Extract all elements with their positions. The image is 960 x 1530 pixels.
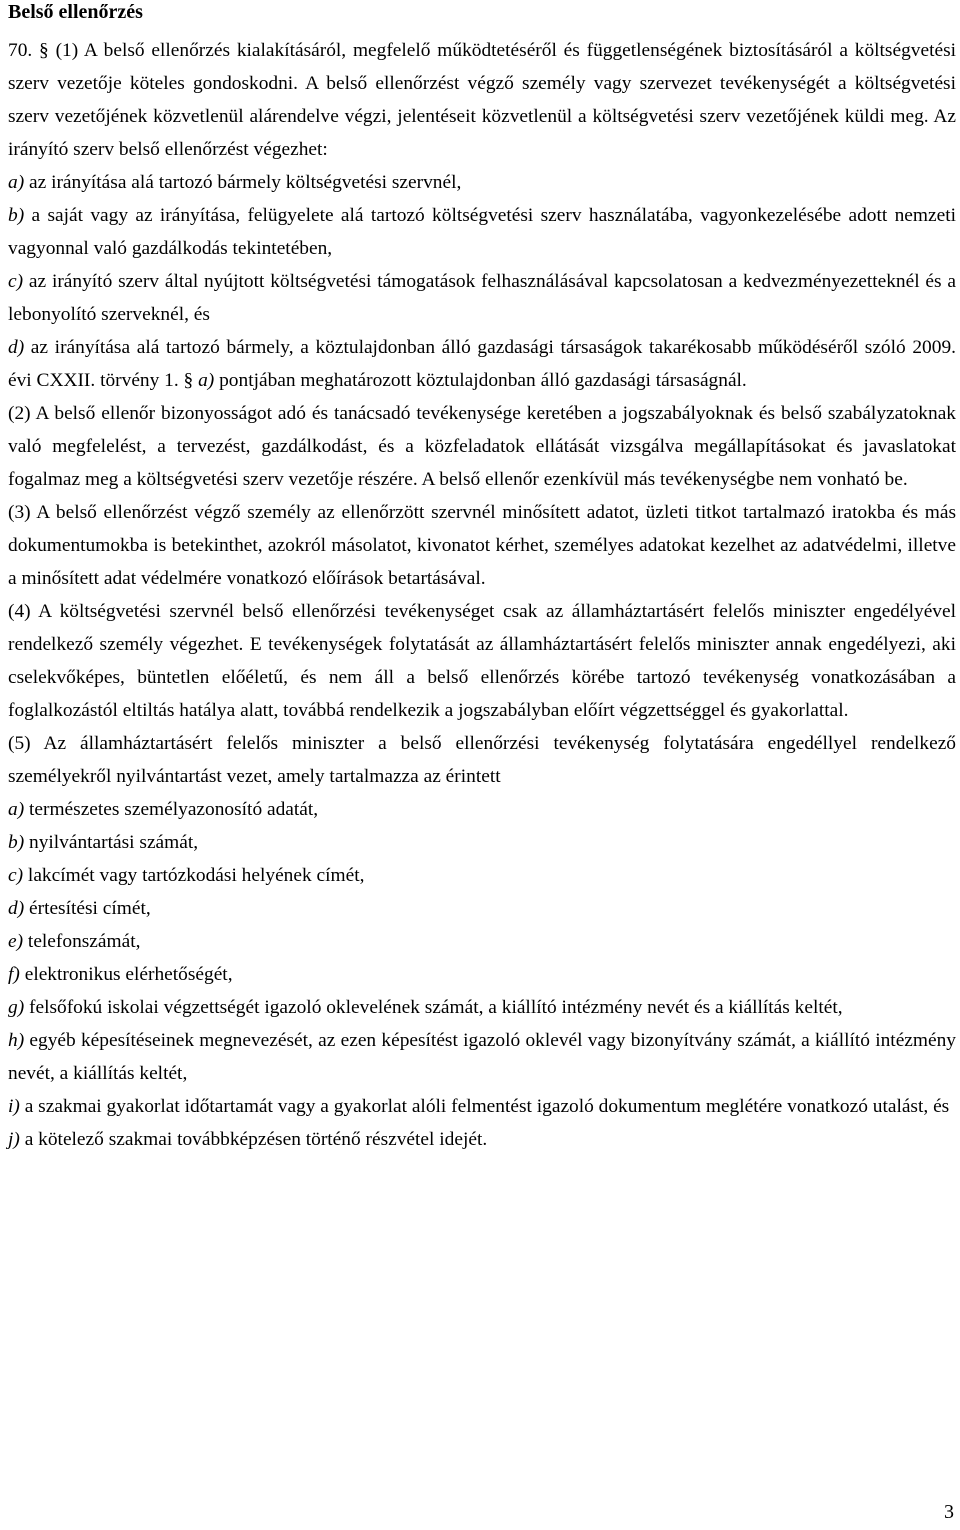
paragraph-70-4: (4) A költségvetési szervnél belső ellenőrzési tevékenységet csak az államháztartásért felelős miniszter engedélyével rendelkező személy végezhet. E tevékenységek folytatását az államháztartásért felelős miniszter annak engedélyezi, aki cselekvőképes, büntetlen előéletű, és nem áll a belső ellenőrzés körébe tartozó tevékenység vonatkozásában a foglalkozástól eltiltás hatálya alatt, továbbá rendelkezik a jogszabályban előírt végzettséggel és gyakorlattal.: [8, 601, 956, 721]
item-reference: a): [198, 370, 215, 391]
list-item: [8, 1123, 956, 1156]
list-item: [8, 991, 956, 1024]
paragraph-70-3: (3) A belső ellenőrzést végző személy az ellenőrzött szervnél minősített adatot, üzleti titkot tartalmazó iratokba és más dokumentumokba is betekinthet, azokról másolatot, kivonatot kérhet, személyes adatokat kezelhet az adatvédelmi, illetve a minősített adat védelmére vonatkozó előírások betartásával.: [8, 502, 956, 589]
list-item: [8, 199, 956, 265]
list-item: [8, 331, 956, 397]
item-text: az irányítása alá tartozó bármely, a köztulajdonban álló gazdasági társaságok takarékosabb működéséről szóló 2009. évi CXXII. törvény 1. §: [8, 337, 956, 391]
item-label: e): [8, 931, 24, 952]
section-heading: Belső ellenőrzés: [8, 1, 143, 23]
item-label: a): [8, 799, 25, 820]
paragraph-70-1: 70. § (1) A belső ellenőrzés kialakításáról, megfelelő működtetéséről és függetlenségének biztosításáról a költségvetési szerv vezetője köteles gondoskodni. A belső ellenőrzést végző személy vagy szervezet tevékenységét a költségvetési szerv vezetőjének közvetlenül alárendelve végzi, jelentéseit közvetlenül a költségvetési szerv vezetőjének küldi meg. Az irányító szerv belső ellenőrzést végezhet:: [8, 40, 956, 160]
item-text: felsőfokú iskolai végzettségét igazoló oklevelének számát, a kiállító intézmény nevét és a kiállítás keltét,: [24, 997, 843, 1018]
item-label: b): [8, 832, 25, 853]
item-label: g): [8, 997, 25, 1018]
list-item: [8, 892, 956, 925]
item-text: nyilvántartási számát,: [24, 832, 199, 853]
item-text: értesítési címét,: [24, 898, 151, 919]
list-item: [8, 166, 956, 199]
item-text: a kötelező szakmai továbbképzésen történő részvétel idejét.: [19, 1129, 488, 1150]
item-label: c): [8, 865, 24, 886]
item-label: h): [8, 1030, 25, 1051]
list-item: [8, 826, 956, 859]
list-item: [8, 1090, 956, 1123]
item-text: lakcímét vagy tartózkodási helyének címét,: [23, 865, 365, 886]
item-text: elektronikus elérhetőségét,: [19, 964, 233, 985]
item-text-tail: pontjában meghatározott köztulajdonban álló gazdasági társaságnál.: [214, 370, 747, 391]
list-item: [8, 1024, 956, 1090]
item-text: egyéb képesítéseinek megnevezését, az ezen képesítést igazoló oklevél vagy bizonyítvány számát, a kiállító intézmény nevét, a kiállítás keltét,: [8, 1030, 956, 1084]
list-item: [8, 793, 956, 826]
item-text: a saját vagy az irányítása, felügyelete alá tartozó költségvetési szerv használatába, vagyonkezelésébe adott nemzeti vagyonnal való gazdálkodás tekintetében,: [8, 205, 956, 259]
list-item: [8, 859, 956, 892]
item-label: a): [8, 172, 25, 193]
paragraph-70-5: (5) Az államháztartásért felelős miniszter a belső ellenőrzési tevékenység folytatására engedéllyel rendelkező személyekről nyilvántartást vezet, amely tartalmazza az érintett: [8, 733, 956, 787]
paragraph-70-2: (2) A belső ellenőr bizonyosságot adó és tanácsadó tevékenysége keretében a jogszabályoknak és belső szabályzatoknak való megfelelést, a tervezést, gazdálkodást, és a közfeladatok ellátását vizsgálva megállapításokat és javaslatokat fogalmaz meg a költségvetési szerv vezetője részére. A belső ellenőr ezenkívül más tevékenységbe nem vonható be.: [8, 403, 956, 490]
item-label: j): [8, 1129, 20, 1150]
item-text: természetes személyazonosító adatát,: [24, 799, 319, 820]
item-text: az irányító szerv által nyújtott költségvetési támogatások felhasználásával kapcsolatosan a kedvezményezetteknél és a lebonyolító szerveknél, és: [8, 271, 956, 325]
item-text: a szakmai gyakorlat időtartamát vagy a gyakorlat alóli felmentést igazoló dokumentum meglétére vonatkozó utalást, és: [19, 1096, 950, 1117]
item-label: b): [8, 205, 25, 226]
document-page: [8, 0, 956, 1156]
list-item: [8, 925, 956, 958]
item-label: c): [8, 271, 24, 292]
list-item: [8, 958, 956, 991]
item-label: i): [8, 1096, 20, 1117]
list-item: [8, 265, 956, 331]
item-text: telefonszámát,: [23, 931, 141, 952]
item-label: f): [8, 964, 20, 985]
item-label: d): [8, 898, 25, 919]
item-text: az irányítása alá tartozó bármely költségvetési szervnél,: [24, 172, 462, 193]
page-number: 3: [944, 1501, 954, 1523]
item-label: d): [8, 337, 25, 358]
